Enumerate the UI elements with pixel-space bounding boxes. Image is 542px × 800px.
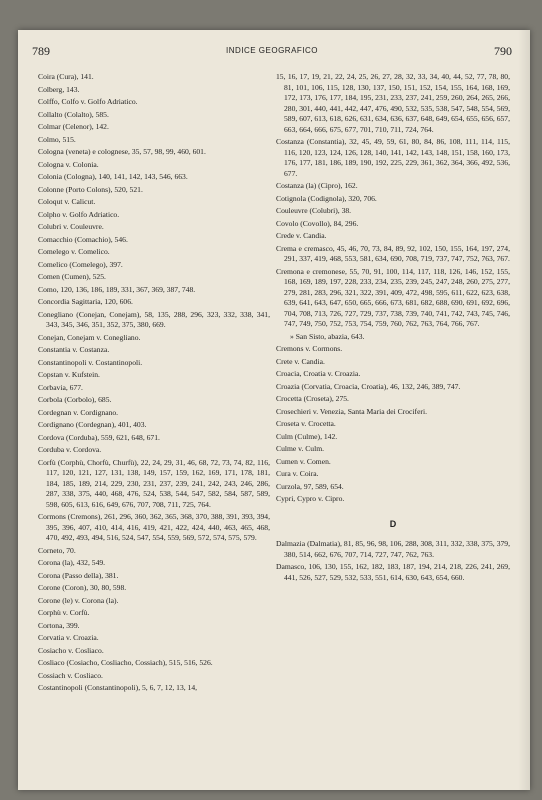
- index-entry: Comen (Cumen), 525.: [38, 272, 106, 281]
- index-entry: Colubri v. Couleuvre.: [38, 222, 104, 231]
- index-entry: Copstan v. Kufstein.: [38, 370, 100, 379]
- page-header: [32, 44, 512, 64]
- index-entry: Constantia v. Costanza.: [38, 345, 110, 354]
- index-entry: Cologna (veneta) e colognese, 35, 57, 98, 99, 460, 601.: [38, 147, 206, 156]
- right-entries-bottom: [276, 539, 510, 583]
- index-entry: Cortona, 399.: [38, 620, 80, 630]
- index-entry: Cremons v. Cormons.: [276, 344, 343, 353]
- index-entry: Corvatia v. Croazia.: [38, 633, 99, 642]
- index-entry: Corona (la), 432, 549.: [38, 558, 106, 567]
- left-page-number: 789: [32, 44, 50, 58]
- index-entry: Costanza (la) (Cipro), 162.: [276, 181, 358, 190]
- index-entry: Cossiach v. Cosliaco.: [38, 670, 103, 680]
- index-entry: Corone (Coron), 30, 80, 598.: [38, 583, 127, 592]
- index-entry: Coira (Cura), 141.: [38, 72, 94, 81]
- index-entry: Crete v. Candia.: [276, 356, 325, 366]
- index-entry: Comacchio (Comachio), 546.: [38, 234, 128, 244]
- index-entry: Corduba v. Cordova.: [38, 445, 102, 454]
- index-entry: Croseta v. Crocetta.: [276, 419, 336, 428]
- index-entry: Corbola (Corbolo), 685.: [38, 395, 112, 404]
- index-entry: Coloqut v. Calicut.: [38, 197, 96, 206]
- index-entry: Colffo, Colfo v. Golfo Adriatico.: [38, 97, 138, 106]
- index-entry: Croazia (Corvatia, Croacia, Croatia), 46, 132, 246, 389, 747.: [276, 381, 461, 391]
- index-entry: Cormons (Cremons), 261, 296, 360, 362, 365, 368, 370, 388, 391, 393, 394, 395, 396, 407, 410, 414, 416, 419, 421, 422, 424, 440, 463, 465, 468, 470, 492, 493, 494, 516, 524, 547, 554, 559, 569, 572, 574, 575, 579.: [38, 512, 270, 542]
- index-entry: Couleuvre (Colubri), 38.: [276, 206, 352, 215]
- index-sub-entry: » San Sisto, abazia, 643.: [290, 331, 365, 341]
- index-entry: Cypri, Cypro v. Cipro.: [276, 494, 345, 503]
- index-entry: Curzola, 97, 589, 654.: [276, 481, 344, 491]
- index-entry: Culm (Culme), 142.: [276, 431, 338, 441]
- index-entry: Corone (le) v. Corona (la).: [38, 595, 119, 605]
- index-entry: Crede v. Candia.: [276, 231, 327, 240]
- index-entry: Costantinopoli (Constantinopoli), 5, 6, 7, 12, 13, 14,: [38, 683, 198, 692]
- book-page: [18, 30, 530, 790]
- section-letter: D: [389, 518, 397, 529]
- index-entry: Cordignano (Cordegnan), 401, 403.: [38, 420, 147, 429]
- index-entry: Cosiacho v. Cosliaco.: [38, 645, 104, 655]
- index-entry: Cosliaco (Cosiacho, Cosliacho, Cossiach), 515, 516, 526.: [38, 658, 213, 667]
- index-entry: Covolo (Covollo), 84, 296.: [276, 218, 359, 228]
- index-entry: Crosechieri v. Venezia, Santa Maria dei Crociferi.: [276, 406, 427, 416]
- index-entry: Corfù (Corphù, Chorfù, Churfù), 22, 24, 29, 31, 46, 68, 72, 73, 74, 82, 116, 117, 120, 121, 127, 131, 138, 149, 157, 159, 162, 169, 171, 178, 181, 184, 185, 189, 214, 229, 230, 231, 237, 239, 241, 242, 243, 246, 286, 287, 338, 375, 440, 468, 476, 524, 538, 544, 547, 582, 584, 587, 589, 598, 605, 613, 616, 649, 676, 707, 708, 711, 725, 764.: [38, 457, 270, 509]
- index-entry: Colonne (Porto Colons), 520, 521.: [38, 184, 143, 194]
- index-entry: Colmar (Celenor), 142.: [38, 122, 109, 131]
- page-edge-shadow: [518, 30, 530, 790]
- index-entry: Crema e cremasco, 45, 46, 70, 73, 84, 89, 92, 102, 150, 155, 164, 197, 274, 291, 337, 419, 468, 553, 581, 634, 690, 708, 719, 737, 747, 752, 763, 767.: [276, 243, 510, 263]
- index-entry: Concordia Sagittaria, 120, 606.: [38, 297, 133, 306]
- index-entry: Colonia (Cologna), 140, 141, 142, 143, 546, 663.: [38, 172, 188, 181]
- left-column: [38, 72, 270, 696]
- index-entry: Damasco, 106, 130, 155, 162, 182, 183, 187, 194, 214, 218, 226, 241, 269, 441, 526, 527, 529, 532, 533, 551, 614, 630, 643, 654, 660.: [276, 562, 510, 582]
- index-entry: Colmo, 515.: [38, 134, 76, 144]
- index-entry: Colberg, 143.: [38, 84, 80, 94]
- right-entries-mid: [276, 344, 510, 505]
- index-entry: Crocetta (Croseta), 275.: [276, 394, 349, 403]
- index-entry: Comelico (Comelego), 397.: [38, 259, 123, 269]
- index-entry: Cotignola (Codignola), 320, 706.: [276, 193, 377, 203]
- index-entry: Colpho v. Golfo Adriatico.: [38, 209, 120, 219]
- index-entry: Corneto, 70.: [38, 545, 76, 555]
- index-entry: Dalmazia (Dalmatia), 81, 85, 96, 98, 106, 288, 308, 311, 332, 338, 375, 379, 380, 514, 662, 676, 707, 714, 727, 747, 762, 763.: [276, 539, 510, 559]
- index-entry: Cremona e cremonese, 55, 70, 91, 100, 114, 117, 118, 126, 146, 152, 155, 168, 169, 189, 197, 228, 233, 234, 235, 239, 245, 247, 248, 260, 275, 277, 279, 281, 283, 296, 321, 322, 391, 409, 472, 498, 595, 611, 622, 623, 638, 639, 641, 643, 647, 650, 665, 666, 673, 681, 682, 688, 690, 691, 692, 696, 704, 708, 713, 726, 727, 729, 737, 738, 739, 740, 741, 742, 743, 745, 746, 747, 749, 750, 752, 753, 754, 759, 760, 762, 763, 764, 766, 767.: [276, 266, 510, 328]
- index-entry: Como, 120, 136, 186, 189, 331, 367, 369, 387, 748.: [38, 284, 196, 294]
- index-entry: Corbavia, 677.: [38, 382, 83, 392]
- page-title: INDICE GEOGRAFICO: [225, 46, 319, 55]
- right-page-number: 790: [494, 44, 512, 58]
- index-entry: Cumen v. Comen.: [276, 456, 331, 466]
- index-entry: Costanza (Constantia), 32, 45, 49, 59, 61, 80, 84, 86, 108, 111, 114, 115, 116, 120, 123, 124, 126, 128, 140, 141, 142, 143, 148, 151, 158, 160, 173, 176, 177, 181, 186, 189, 190, 192, 225, 229, 361, 362, 364, 366, 492, 536, 677.: [276, 137, 510, 178]
- index-entry: Conejan, Conejam v. Conegliano.: [38, 332, 141, 342]
- index-entry: Cura v. Coira.: [276, 469, 319, 478]
- index-entry: Conegliano (Conejan, Conejam), 58, 135, 288, 296, 323, 332, 338, 341, 343, 345, 346, 351, 352, 375, 380, 669.: [38, 309, 270, 329]
- index-entry: Cordova (Corduba), 559, 621, 648, 671.: [38, 432, 160, 442]
- index-entry: Corona (Passo della), 381.: [38, 570, 119, 580]
- index-entry: Collalto (Colalto), 585.: [38, 109, 109, 119]
- index-entry: Corphù v. Corfù.: [38, 608, 90, 617]
- right-column: [276, 72, 510, 585]
- index-entry: Cordegnan v. Cordignano.: [38, 407, 119, 417]
- index-entry: Comelego v. Comelico.: [38, 247, 110, 256]
- index-entry: Croacia, Croatia v. Croazia.: [276, 369, 361, 378]
- index-entry: 15, 16, 17, 19, 21, 22, 24, 25, 26, 27, 28, 32, 33, 34, 40, 44, 52, 77, 78, 80, 81, 101, 106, 115, 128, 130, 137, 150, 151, 152, 154, 155, 164, 168, 169, 172, 173, 176, 177, 184, 195, 231, 233, 237, 241, 259, 260, 264, 265, 266, 280, 301, 440, 441, 442, 447, 476, 490, 532, 535, 538, 547, 548, 554, 569, 589, 607, 613, 618, 626, 631, 634, 636, 637, 648, 649, 654, 655, 656, 657, 663, 664, 666, 675, 677, 701, 710, 711, 724, 764.: [276, 72, 510, 134]
- right-entries-top: [276, 72, 510, 330]
- index-entry: Cologna v. Colonia.: [38, 159, 99, 169]
- index-entry: Culme v. Culm.: [276, 444, 325, 453]
- index-entry: Constantinopoli v. Costantinopoli.: [38, 357, 143, 367]
